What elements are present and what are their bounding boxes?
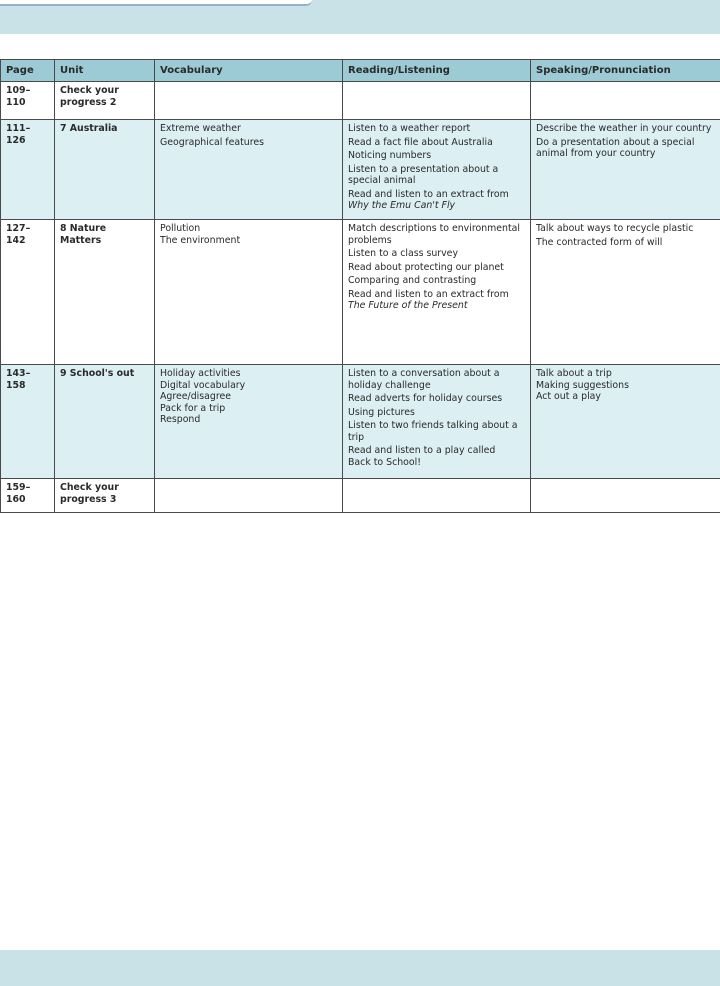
cell-vocabulary	[155, 82, 343, 120]
reading-item: Read and listen to a play called	[348, 445, 496, 456]
header-row	[1, 60, 720, 82]
reading-item: Read and listen to an extract from	[348, 188, 509, 200]
book-title: The Future of the Present	[348, 300, 468, 311]
reading-item: Read and listen to an extract from	[348, 288, 509, 300]
cell-vocabulary	[155, 220, 343, 365]
table-row	[1, 365, 720, 479]
cell-unit: 8 Nature Matters	[55, 220, 155, 365]
speaking-item: Describe the weather in your country	[536, 123, 712, 134]
speaking-item: The contracted form of will	[536, 236, 663, 248]
cell-speaking	[531, 479, 720, 513]
top-tab-decoration	[0, 0, 312, 6]
reading-item: Noticing numbers	[348, 150, 432, 161]
book-title: Why the Emu Can't Fly	[348, 200, 456, 211]
cell-page: 143–158	[1, 365, 55, 479]
cell-unit: 9 School's out	[55, 365, 155, 479]
reading-item: Listen to a presentation about a special animal	[348, 163, 499, 186]
vocabulary-item: Extreme weather	[160, 123, 241, 134]
cell-reading	[343, 479, 531, 513]
cell-speaking	[531, 365, 720, 479]
speaking-item: Act out a play	[536, 391, 601, 402]
cell-page: 109–110	[1, 82, 55, 120]
header-speaking-pronunciation: Speaking/Pronunciation	[531, 60, 720, 82]
vocabulary-item: Pack for a trip	[160, 402, 226, 414]
speaking-item: Talk about ways to recycle plastic	[536, 223, 694, 234]
reading-item: Read adverts for holiday courses	[348, 393, 503, 404]
header-reading-listening: Reading/Listening	[343, 60, 531, 82]
speaking-item: Do a presentation about a special animal from your country	[536, 136, 695, 159]
table-row	[1, 120, 720, 220]
cell-reading	[343, 120, 531, 220]
cell-page: 111–126	[1, 120, 55, 220]
cell-vocabulary	[155, 479, 343, 513]
speaking-item: Making suggestions	[536, 379, 629, 391]
cell-speaking	[531, 220, 720, 365]
reading-item: Match descriptions to environmental problems	[348, 223, 521, 246]
cell-reading	[343, 82, 531, 120]
reading-item: Listen to a weather report	[348, 123, 471, 134]
cell-unit: Check your progress 2	[55, 82, 155, 120]
cell-speaking	[531, 120, 720, 220]
vocabulary-item: Agree/disagree	[160, 391, 232, 402]
reading-item: Listen to a class survey	[348, 248, 458, 259]
table-row	[1, 479, 720, 513]
vocabulary-item: Pollution	[160, 223, 201, 234]
reading-item: Listen to two friends talking about a trip	[348, 420, 518, 443]
cell-unit: Check your progress 3	[55, 479, 155, 513]
table-row	[1, 82, 720, 120]
cell-page: 159–160	[1, 479, 55, 513]
bottom-banner	[0, 950, 720, 986]
vocabulary-item: The environment	[160, 234, 241, 246]
header-vocabulary: Vocabulary	[155, 60, 343, 82]
contents-table	[0, 59, 720, 513]
cell-unit: 7 Australia	[55, 120, 155, 220]
cell-speaking	[531, 82, 720, 120]
cell-vocabulary	[155, 120, 343, 220]
cell-reading	[343, 365, 531, 479]
reading-item: Listen to a conversation about a holiday challenge	[348, 368, 500, 391]
reading-item: Comparing and contrasting	[348, 275, 477, 286]
reading-item: Read a fact file about Australia	[348, 136, 493, 148]
cell-vocabulary	[155, 365, 343, 479]
vocabulary-item: Digital vocabulary	[160, 379, 246, 391]
vocabulary-item: Holiday activities	[160, 368, 241, 379]
cell-reading	[343, 220, 531, 365]
reading-item: Read about protecting our planet	[348, 261, 504, 273]
table-row	[1, 220, 720, 365]
book-title: Back to School!	[348, 456, 422, 468]
cell-page: 127–142	[1, 220, 55, 365]
speaking-item: Talk about a trip	[536, 368, 612, 379]
header-unit: Unit	[55, 60, 155, 82]
vocabulary-item: Geographical features	[160, 136, 265, 148]
vocabulary-item: Respond	[160, 414, 201, 425]
header-page: Page	[1, 60, 55, 82]
reading-item: Using pictures	[348, 406, 415, 418]
